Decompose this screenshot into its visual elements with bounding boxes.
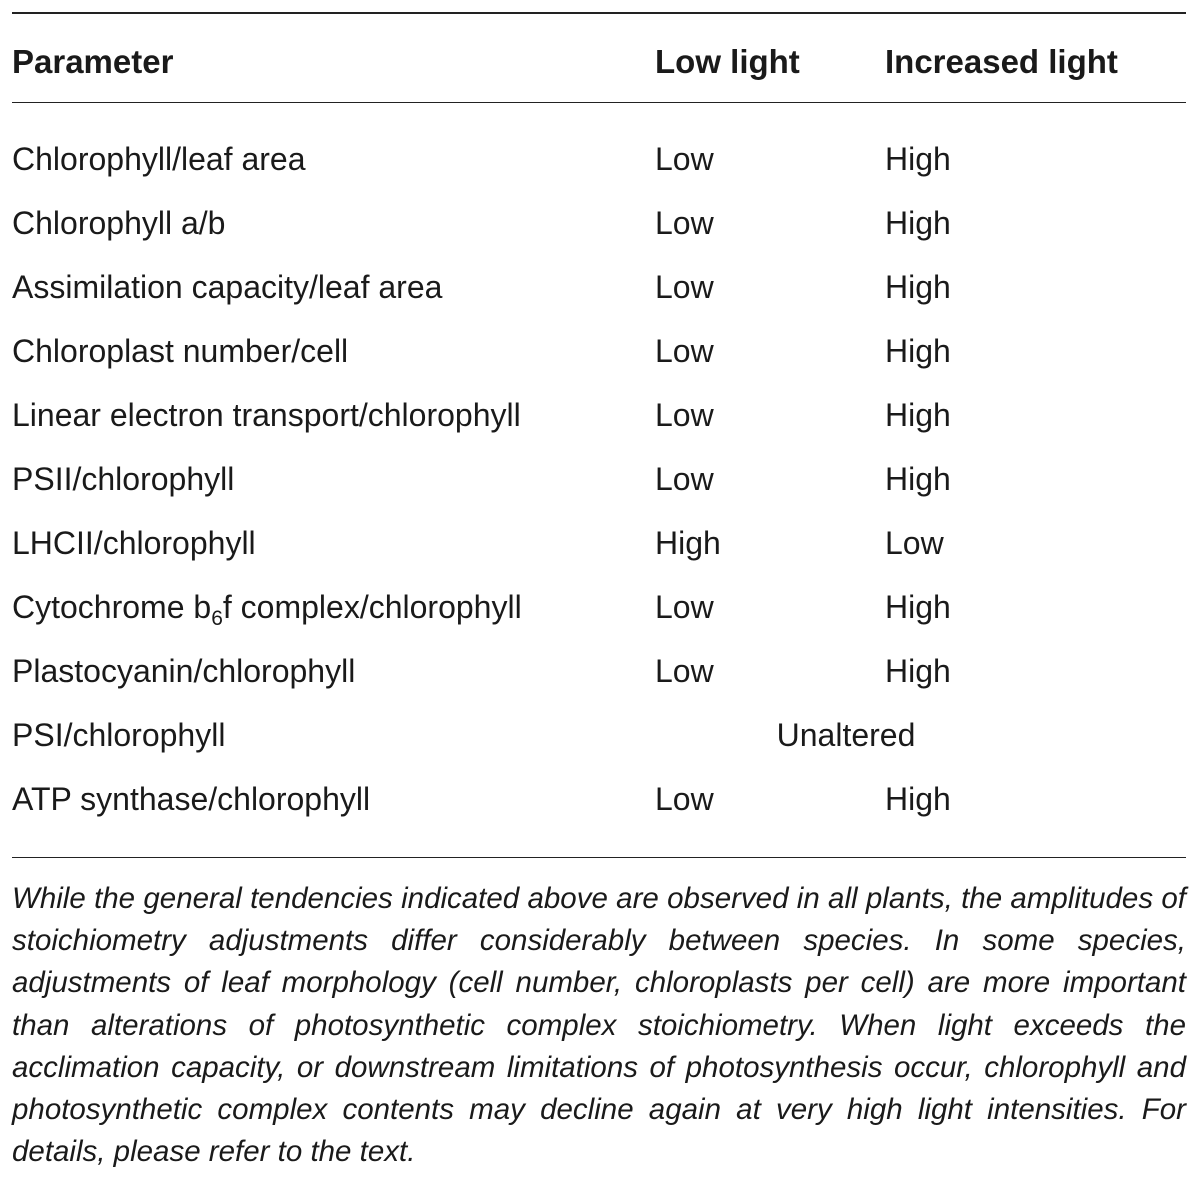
cell-low-light: Low bbox=[655, 397, 714, 433]
cell-parameter-suffix: f complex/chlorophyll bbox=[222, 589, 522, 625]
cell-increased-light: High bbox=[885, 141, 951, 177]
table-row bbox=[0, 449, 1200, 513]
table-footnote: While the general tendencies indicated above are observed in all plants, the amplitudes of stoichiometry adjustments differ considerably between species. In some species, adjustments of leaf morphology (cell number, chloroplasts per cell) are more important than alterations of photosynthetic complex stoichiometry. When light exceeds the acclimation capacity, or downstream limitations of photosynthesis occur, chlorophyll and photosynthetic complex contents may decline again at very high light intensities. For details, please refer to the text. bbox=[12, 882, 1186, 1169]
table-row bbox=[0, 705, 1200, 769]
header-low-light: Low light bbox=[655, 43, 800, 80]
cell-parameter bbox=[12, 585, 522, 629]
cell-parameter: ATP synthase/chlorophyll bbox=[12, 781, 371, 817]
table-row bbox=[0, 193, 1200, 257]
cell-low-light: Low bbox=[655, 461, 714, 497]
table-row bbox=[0, 385, 1200, 449]
cell-increased-light: High bbox=[885, 589, 951, 625]
table-row bbox=[0, 257, 1200, 321]
cell-parameter: Chloroplast number/cell bbox=[12, 333, 349, 369]
cell-low-light: High bbox=[655, 525, 721, 561]
cell-parameter: PSII/chlorophyll bbox=[12, 461, 235, 497]
cell-low-light: Low bbox=[655, 589, 714, 625]
cell-increased-light: High bbox=[885, 397, 951, 433]
cell-parameter: Assimilation capacity/leaf area bbox=[12, 269, 443, 305]
table-row bbox=[0, 641, 1200, 705]
cell-increased-light: High bbox=[885, 461, 951, 497]
cell-spanned-value: Unaltered bbox=[776, 717, 916, 753]
cell-low-light: Low bbox=[655, 781, 714, 817]
cell-increased-light: High bbox=[885, 205, 951, 241]
table-bottom-rule bbox=[12, 857, 1186, 858]
header-increased-light: Increased light bbox=[885, 43, 1118, 80]
cell-low-light: Low bbox=[655, 205, 714, 241]
table-body bbox=[0, 129, 1200, 833]
table-row bbox=[0, 577, 1200, 641]
cell-low-light: Low bbox=[655, 269, 714, 305]
cell-parameter: Linear electron transport/chlorophyll bbox=[12, 397, 521, 433]
cell-parameter: Chlorophyll a/b bbox=[12, 205, 226, 241]
table-row bbox=[0, 129, 1200, 193]
cell-increased-light: High bbox=[885, 269, 951, 305]
cell-low-light: Low bbox=[655, 333, 714, 369]
cell-increased-light: High bbox=[885, 333, 951, 369]
cell-increased-light: High bbox=[885, 653, 951, 689]
header-parameter: Parameter bbox=[12, 43, 174, 80]
cell-parameter: Plastocyanin/chlorophyll bbox=[12, 653, 356, 689]
cell-parameter: PSI/chlorophyll bbox=[12, 717, 226, 753]
cell-increased-light: High bbox=[885, 781, 951, 817]
table-top-rule bbox=[12, 12, 1186, 14]
table-row bbox=[0, 321, 1200, 385]
cell-low-light: Low bbox=[655, 653, 714, 689]
table-header-rule bbox=[12, 102, 1186, 103]
cell-parameter: LHCII/chlorophyll bbox=[12, 525, 256, 561]
cell-increased-light: Low bbox=[885, 525, 944, 561]
table-row bbox=[0, 513, 1200, 577]
cell-parameter-prefix: Cytochrome b bbox=[12, 589, 212, 625]
cell-parameter-subscript: 6 bbox=[211, 607, 223, 630]
cell-low-light: Low bbox=[655, 141, 714, 177]
table-row bbox=[0, 769, 1200, 833]
cell-parameter: Chlorophyll/leaf area bbox=[12, 141, 306, 177]
